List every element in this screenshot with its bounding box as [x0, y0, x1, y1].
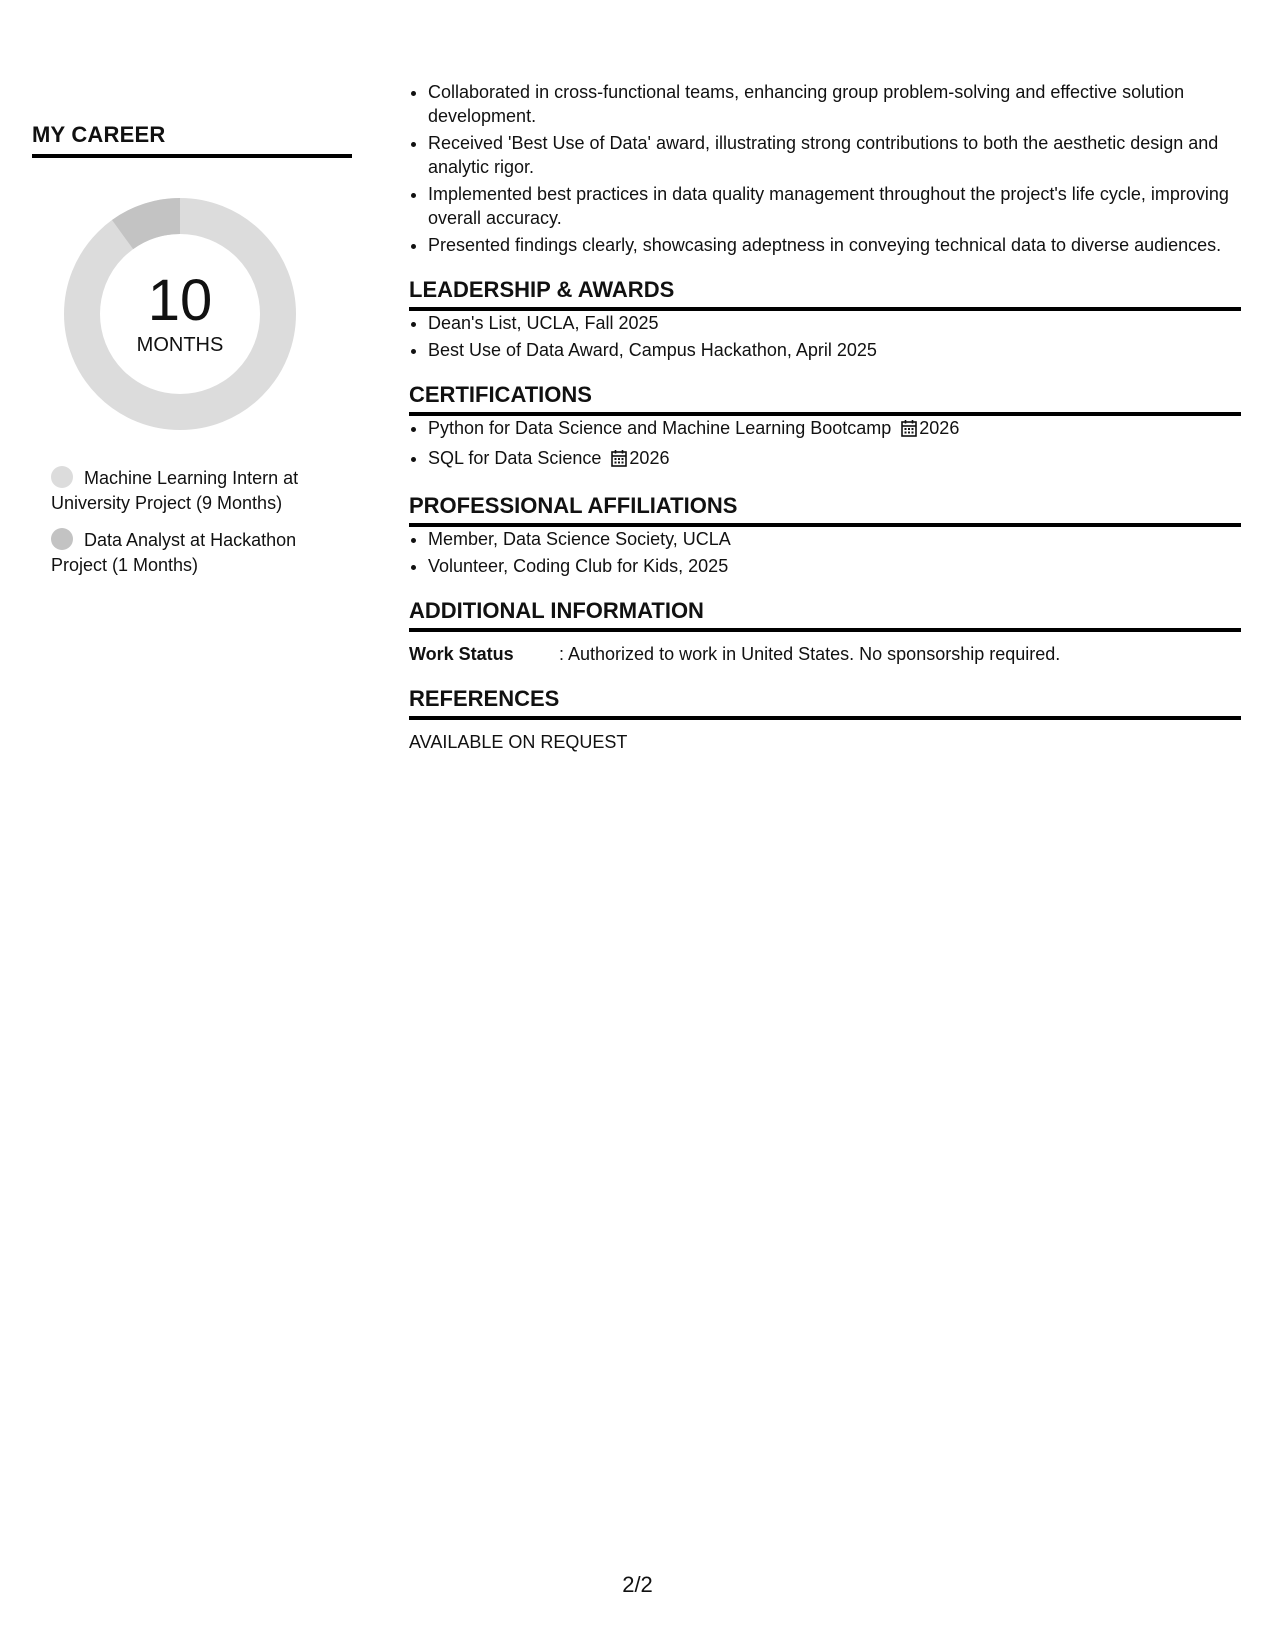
references-heading: REFERENCES — [409, 686, 1241, 720]
certification-year: 2026 — [629, 448, 670, 468]
legend-dot — [51, 528, 73, 550]
calendar-icon — [901, 419, 917, 443]
work-status-label: Work Status — [409, 644, 514, 664]
career-total-unit: MONTHS — [136, 334, 224, 356]
list-item: • Collaborated in cross-functional teams, enhancing group problem-solving and effective solution development. — [428, 80, 1241, 128]
affiliations-list — [409, 527, 1241, 578]
legend-item — [51, 528, 341, 578]
leadership-heading: LEADERSHIP & AWARDS — [409, 277, 1241, 311]
certifications-list — [409, 416, 1241, 473]
list-item: • Received 'Best Use of Data' award, illustrating strong contributions to both the aesthetic design and analytic rigor. — [428, 131, 1241, 179]
certifications-heading: CERTIFICATIONS — [409, 382, 1241, 416]
list-item — [428, 446, 1241, 473]
certification-name: SQL for Data Science — [428, 448, 602, 468]
experience-bullets — [409, 80, 1241, 257]
work-status-value: : Authorized to work in United States. No sponsorship required. — [559, 644, 1061, 664]
list-item: • Implemented best practices in data quality management throughout the project's life cycle, improving overall accuracy. — [428, 182, 1241, 230]
certification-year: 2026 — [919, 418, 960, 438]
legend-dot — [51, 466, 73, 488]
main-column — [409, 80, 1241, 754]
list-item: • Presented findings clearly, showcasing adeptness in conveying technical data to diverse audiences. — [428, 233, 1241, 257]
career-title: MY CAREER — [32, 122, 352, 158]
calendar-icon — [611, 449, 627, 473]
list-item — [428, 416, 1241, 443]
list-item: • Dean's List, UCLA, Fall 2025 — [428, 311, 1241, 335]
legend-label: Data Analyst at Hackathon Project (1 Months) — [51, 530, 297, 575]
certification-name: Python for Data Science and Machine Learning Bootcamp — [428, 418, 892, 438]
legend-item — [51, 466, 341, 516]
list-item: • Best Use of Data Award, Campus Hackathon, April 2025 — [428, 338, 1241, 362]
career-total-value: 10 — [147, 268, 213, 333]
affiliations-heading: PROFESSIONAL AFFILIATIONS — [409, 493, 1241, 527]
page-number: 2/2 — [622, 1572, 653, 1597]
leadership-list — [409, 311, 1241, 362]
list-item: • Member, Data Science Society, UCLA — [428, 527, 1241, 551]
work-status-row — [409, 642, 1241, 666]
references-text: AVAILABLE ON REQUEST — [409, 732, 628, 752]
career-panel — [32, 122, 352, 590]
career-legend — [51, 466, 341, 578]
legend-label: Machine Learning Intern at University Project (9 Months) — [51, 468, 299, 513]
career-donut-chart — [64, 198, 296, 430]
list-item: • Volunteer, Coding Club for Kids, 2025 — [428, 554, 1241, 578]
additional-info-heading: ADDITIONAL INFORMATION — [409, 598, 1241, 632]
